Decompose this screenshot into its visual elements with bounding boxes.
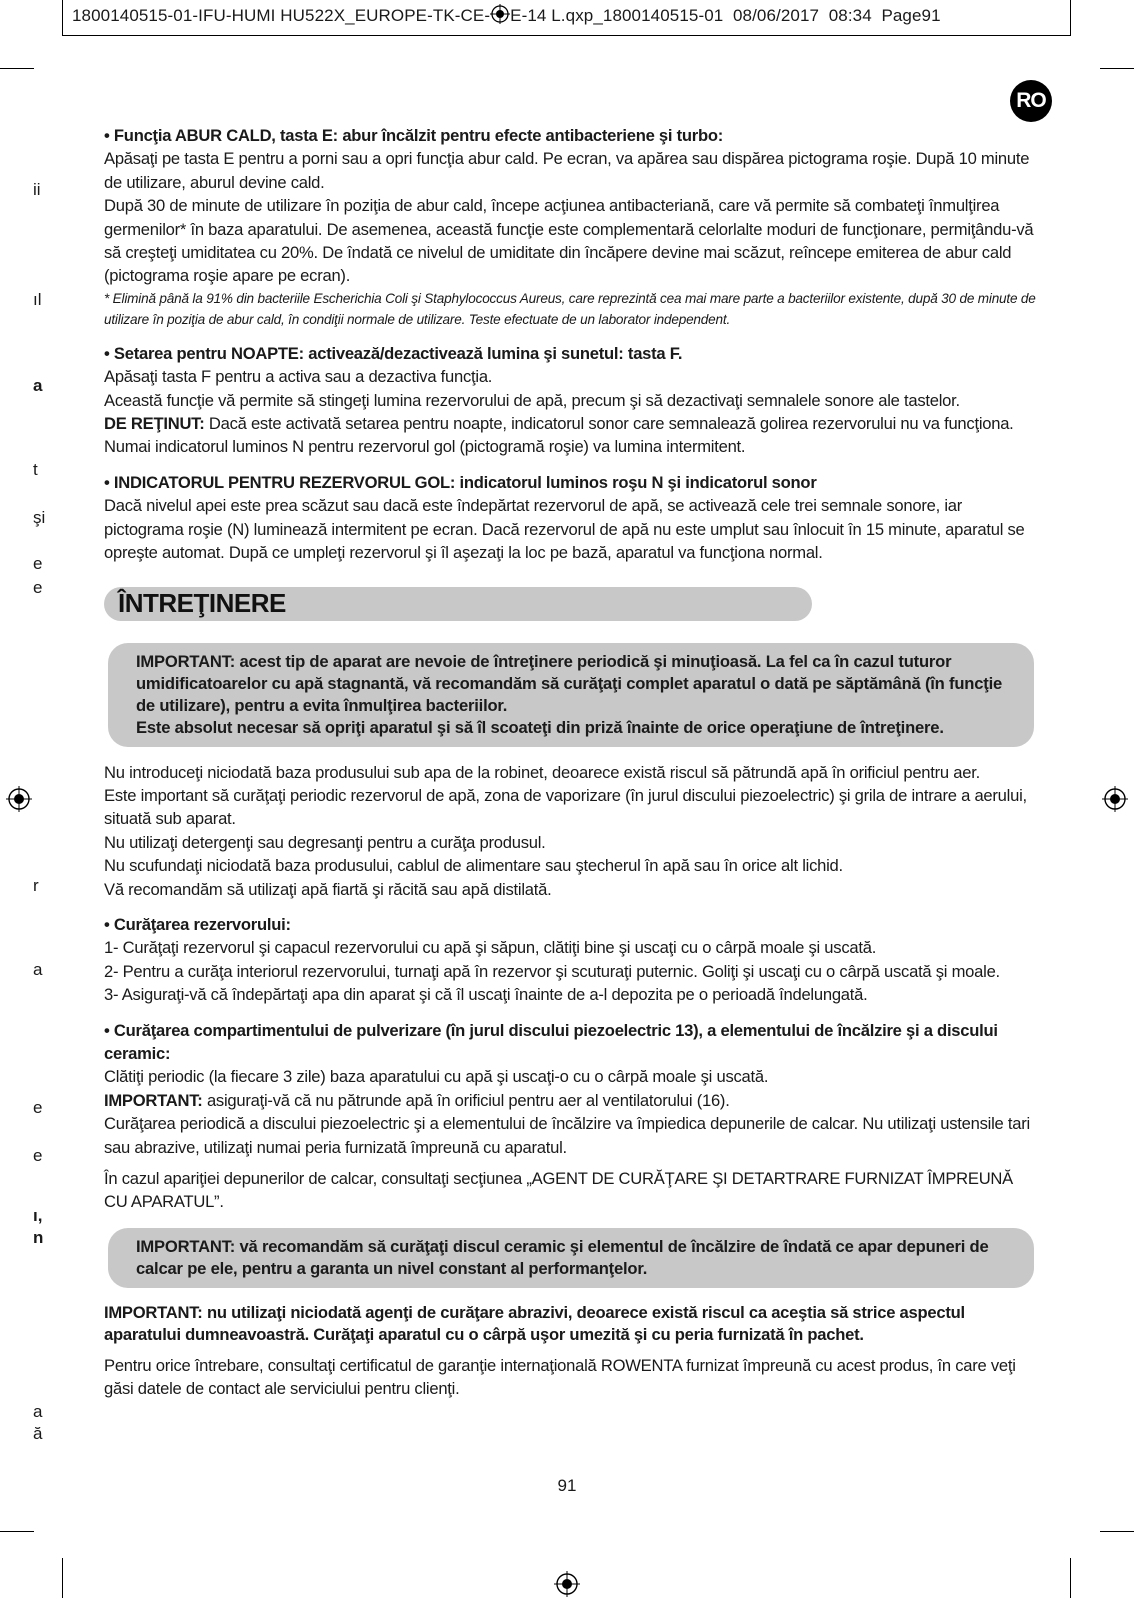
important-label: IMPORTANT: <box>104 1090 203 1110</box>
slug-text: 1800140515-01-IFU-HUMI HU522X_EUROPE-TK-CE- <box>72 6 491 25</box>
header-rule <box>62 35 1070 36</box>
crop-mark <box>0 68 34 69</box>
noapte-paragraph: Numai indicatorul luminos N pentru rezervorul gol (pictogramă roşie) va lumina intermitent. <box>104 437 746 457</box>
slug-page-digit: 1 <box>931 6 941 25</box>
slug-page: Page9 <box>881 6 932 25</box>
margin-fragment: r <box>33 876 39 895</box>
noapte-note <box>104 412 1036 435</box>
important-text: asiguraţi-vă că nu pătrunde apă în orificiul pentru aer al ventilatorului (16). <box>202 1090 730 1110</box>
margin-fragment: a <box>33 1402 43 1421</box>
margin-fragment: a <box>33 376 43 395</box>
margin-fragment: e <box>33 1146 43 1165</box>
crop-mark <box>1100 68 1134 69</box>
important-box <box>108 1228 1034 1288</box>
important-box <box>108 643 1034 747</box>
slug-date: 08/06/2017 <box>732 6 820 25</box>
indicator-paragraph: Dacă nivelul apei este prea scăzut sau dacă este îndepărtat rezervorul de apă, se activează cele trei semnale sonore, iar pictograma roşie (N) luminează intermitent pe ecran. Dacă rezervorul de apă nu este umplut sau înlocuit în 15 minute, aparatul se opreşte automat. După ce umpleţi rezervorul şi îl aşezaţi la loc pe bază, aparatul va funcţiona normal. <box>104 496 1025 563</box>
margin-fragment: n <box>33 1228 44 1247</box>
important-text: IMPORTANT: vă recomandăm să curăţaţi discul ceramic şi elementul de încălzire de îndată ce apar depuneri de calcar pe ele, pentru a garanta un nivel constant al performanţelor. <box>136 1236 989 1278</box>
registration-mark-icon <box>1102 786 1128 812</box>
margin-fragment: a <box>33 960 43 979</box>
abur-footnote: * Elimină până la 91% din bacteriile Escherichia Coli şi Staphylococcus Aureus, care reprezintă cea mai mare parte a bacteriilor existente, după 30 de minute de utilizare în poziţia de abur cald, în condiţii normale de utilizare. Teste efectuate de un laborator independent. <box>104 290 1036 327</box>
rezervor-step: 1- Curăţaţi rezervorul şi capacul rezervorului cu apă şi săpun, clătiţi bine şi uscaţi cu o cârpă moale şi uscată. <box>104 938 877 958</box>
margin-fragment: şi <box>33 508 46 527</box>
compartiment-paragraph: Curăţarea periodică a discului piezoelectric şi a elementului de încălzire va împiedica depunerile de calcar. Nu utilizaţi ustensile tari sau abrazive, utilizaţi numai peria furnizată împreună cu aparatul. <box>104 1114 1030 1157</box>
margin-fragment: ı, <box>33 1206 43 1225</box>
note-label: DE REŢINUT: <box>104 414 205 434</box>
page-number: 91 <box>557 1476 577 1495</box>
margin-fragment: e <box>33 554 43 573</box>
margin-fragment: e <box>33 578 43 597</box>
noapte-paragraph: Apăsaţi tasta F pentru a activa sau a dezactiva funcţia. <box>104 367 493 387</box>
final-important: IMPORTANT: nu utilizaţi niciodată agenţi de curăţare abrazivi, deoarece există riscul ca aceştia să strice aspectul aparatului dumneavoastră. Curăţaţi aparatul cu o cârpă uşor umezită şi cu peria furnizată în pachet. <box>104 1302 965 1344</box>
abur-paragraph: După 30 de minute de utilizare în poziţia de abur cald, începe acţiunea antibacteriană, care vă permite să combateţi înmulţirea germenilor* în baza aparatului. De asemenea, această funcţie este complementară celorlalte moduri de funcţionare, permiţându-vă să creşteţi umiditatea cu 20%. De îndată ce nivelul de umiditate din încăpere devine mai scăzut, reîncepe emiterea de abur cald (pictograma roşie apare pe ecran). <box>104 196 1034 286</box>
registration-mark-icon <box>6 786 32 812</box>
registration-inline-icon <box>490 4 510 24</box>
registration-mark-icon <box>554 1571 580 1597</box>
noapte-paragraph: Această funcţie vă permite să stingeţi lumina rezervorului de apă, precum şi să dezactivaţi semnalele sonore ale tastelor. <box>104 390 960 410</box>
document-body <box>104 124 1036 1401</box>
header-tick-right <box>1070 0 1071 36</box>
language-badge: RO <box>1010 80 1052 122</box>
crop-mark <box>1100 1531 1134 1532</box>
crop-mark <box>1070 1558 1071 1598</box>
margin-fragment: ıl <box>33 290 42 309</box>
important-text: IMPORTANT: acest tip de aparat are nevoie de întreţinere periodică şi minuţioasă. La fel ca în cazul tuturor umidificatoarelor cu apă stagnantă, vă recomandăm să curăţaţi complet aparatul o dată pe săptămână (în funcţie de utilizare), pentru a evita înmulţirea bacteriilor. <box>136 651 1003 715</box>
compartiment-important <box>104 1089 1036 1112</box>
print-slug-header <box>72 4 1072 26</box>
rezervor-heading: • Curăţarea rezervorului: <box>104 914 291 934</box>
maintenance-paragraph: Vă recomandăm să utilizaţi apă fiartă şi răcită sau apă distilată. <box>104 879 552 899</box>
indicator-heading: • INDICATORUL PENTRU REZERVORUL GOL: indicatorul luminos roşu N şi indicatorul sonor <box>104 472 817 492</box>
maintenance-paragraph: Nu scufundaţi niciodată baza produsului, cablul de alimentare sau ştecherul în apă sau în orice alt lichid. <box>104 856 843 876</box>
crop-mark <box>62 1558 63 1598</box>
compartiment-paragraph: Clătiţi periodic (la fiecare 3 zile) baza aparatului cu apă şi uscaţi-o cu o cârpă moale şi uscată. <box>104 1067 769 1087</box>
margin-fragment: t <box>33 460 38 479</box>
section-title-bar <box>104 587 812 621</box>
note-text: Dacă este activată setarea pentru noapte, indicatorul sonor care semnalează golirea rezervorului nu va funcţiona. <box>204 414 1014 434</box>
slug-text-mid: E-14 L.qxp_1800140515-01 <box>510 6 724 25</box>
noapte-heading: • Setarea pentru NOAPTE: activează/dezactivează lumina şi sunetul: tasta F. <box>104 343 683 363</box>
rezervor-step: 2- Pentru a curăţa interiorul rezervorului, turnaţi apă în rezervor şi scuturaţi puternic. Goliţi şi uscaţi cu o cârpă uscată şi moale. <box>104 961 1000 981</box>
compartiment-paragraph: În cazul apariţiei depunerilor de calcar, consultaţi secţiunea „AGENT DE CURĂŢARE ŞI DETARTRARE FURNIZAT ÎMPREUNĂ CU APARATUL”. <box>104 1169 1013 1212</box>
rezervor-step: 3- Asiguraţi-vă că îndepărtaţi apa din aparat şi că îl uscaţi înainte de a-l depozita pe o perioadă îndelungată. <box>104 985 868 1005</box>
header-tick-left <box>62 0 63 36</box>
compartiment-heading: • Curăţarea compartimentului de pulverizare (în jurul discului piezoelectric 13), a elementului de încălzire şi a discului ceramic: <box>104 1020 998 1063</box>
abur-cald-heading: • Funcţia ABUR CALD, tasta E: abur încălzit pentru efecte antibacteriene şi turbo: <box>104 126 724 145</box>
maintenance-paragraph: Nu introduceţi niciodată baza produsului sub apa de la robinet, deoarece există riscul să pătrundă apă în orificiul pentru aer. <box>104 762 980 782</box>
crop-mark <box>0 1531 34 1532</box>
abur-paragraph: Apăsaţi pe tasta E pentru a porni sau a opri funcţia abur cald. Pe ecran, va apărea sau dispărea pictograma roşie. După 10 minute de utilizare, aburul devine cald. <box>104 149 1030 192</box>
maintenance-paragraph: Este important să curăţaţi periodic rezervorul de apă, zona de vaporizare (în jurul discului piezoelectric) şi grila de intrare a aerului, situată sub aparat. <box>104 785 1027 829</box>
section-title: ÎNTREŢINERE <box>118 587 286 618</box>
maintenance-paragraph: Nu utilizaţi detergenţi sau degresanţi pentru a curăţa produsul. <box>104 832 546 852</box>
important-text: Este absolut necesar să opriţi aparatul şi să îl scoateţi din priză înainte de orice operaţiune de întreţinere. <box>136 717 944 737</box>
margin-fragment: ă <box>33 1424 43 1443</box>
slug-time: 08:34 <box>828 6 872 25</box>
margin-fragment: ii <box>33 180 41 199</box>
closing-paragraph: Pentru orice întrebare, consultaţi certificatul de garanţie internaţională ROWENTA furnizat împreună cu acest produs, în care veţi găsi datele de contact ale serviciului pentru clienţi. <box>104 1355 1016 1399</box>
margin-fragment: e <box>33 1098 43 1117</box>
